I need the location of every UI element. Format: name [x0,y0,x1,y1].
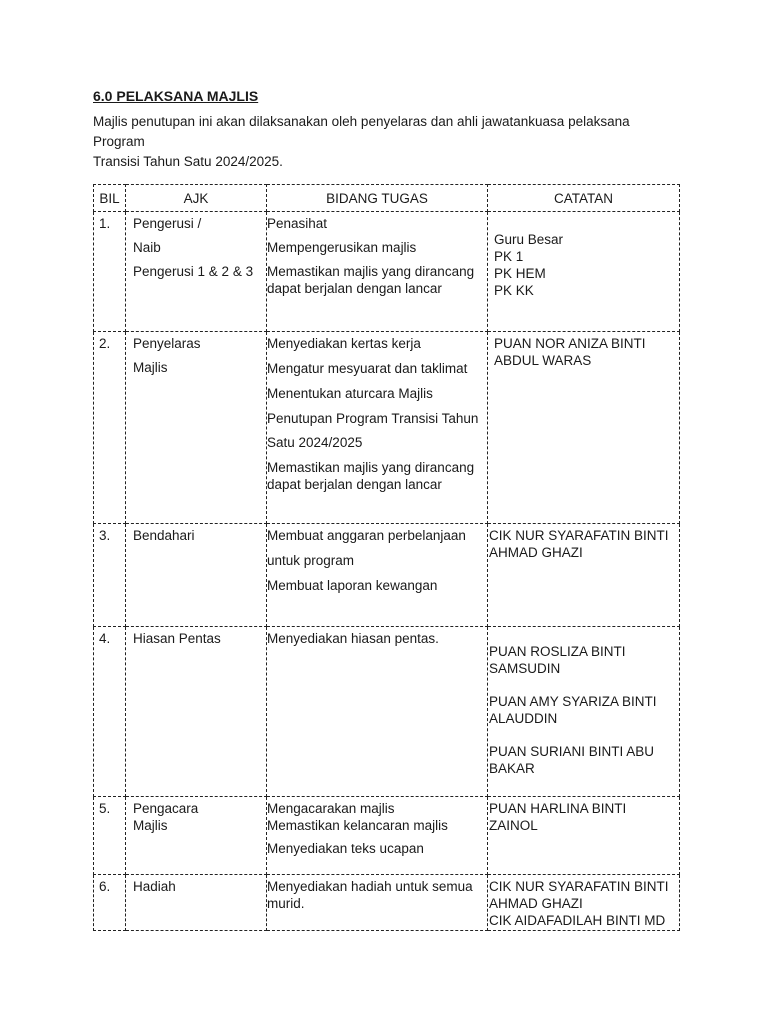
header-bil: BIL [94,185,126,212]
table-row [94,797,680,875]
table-row [94,212,680,332]
table-row [94,524,680,627]
cell-catatan: PUAN NOR ANIZA BINTI ABDUL WARAS [488,332,680,524]
header-bidang-tugas: BIDANG TUGAS [267,185,488,212]
cell-bidang-tugas: Menyediakan hadiah untuk semua murid. [267,875,488,931]
cell-bidang-tugas: Membuat anggaran perbelanjaan untuk program Membuat laporan kewangan [267,524,488,627]
cell-ajk: Hiasan Pentas [126,627,267,797]
cell-ajk: Pengerusi / Naib Pengerusi 1 & 2 & 3 [126,212,267,332]
cell-ajk: Penyelaras Majlis [126,332,267,524]
cell-bidang-tugas: Mengacarakan majlis Memastikan kelancaran majlis Menyediakan teks ucapan [267,797,488,875]
cell-catatan: CIK NUR SYARAFATIN BINTI AHMAD GHAZI CIK AIDAFADILAH BINTI MD [488,875,680,931]
section-heading: 6.0 PELAKSANA MAJLIS [93,88,259,104]
cell-bidang-tugas: Menyediakan kertas kerja Mengatur mesyuarat dan taklimat Menentukan aturcara Majlis Penutupan Program Transisi Tahun Satu 2024/2025 Memastikan majlis yang dirancang dapat berjalan dengan lancar [267,332,488,524]
committee-table [93,184,680,931]
cell-ajk: Pengacara Majlis [126,797,267,875]
table-row [94,875,680,931]
intro-paragraph [93,112,673,172]
cell-bil: 5. [94,797,126,875]
intro-line: Majlis penutupan ini akan dilaksanakan oleh penyelaras dan ahli jawatankuasa pelaksana Program [93,114,630,149]
table-row [94,627,680,797]
cell-bil: 3. [94,524,126,627]
cell-catatan: PUAN ROSLIZA BINTI SAMSUDIN PUAN AMY SYARIZA BINTI ALAUDDIN PUAN SURIANI BINTI ABU BAKAR [488,627,680,797]
cell-catatan: CIK NUR SYARAFATIN BINTI AHMAD GHAZI [488,524,680,627]
cell-bil: 1. [94,212,126,332]
header-ajk: AJK [126,185,267,212]
cell-bidang-tugas: Penasihat Mempengerusikan majlis Memastikan majlis yang dirancang dapat berjalan dengan lancar [267,212,488,332]
intro-line: Transisi Tahun Satu 2024/2025. [93,154,283,169]
cell-bidang-tugas: Menyediakan hiasan pentas. [267,627,488,797]
cell-ajk: Hadiah [126,875,267,931]
cell-catatan: Guru Besar PK 1 PK HEM PK KK [488,212,680,332]
cell-ajk: Bendahari [126,524,267,627]
header-catatan: CATATAN [488,185,680,212]
table-row [94,332,680,524]
table-header-row [94,185,680,212]
cell-bil: 4. [94,627,126,797]
cell-catatan: PUAN HARLINA BINTI ZAINOL [488,797,680,875]
cell-bil: 6. [94,875,126,931]
cell-bil: 2. [94,332,126,524]
